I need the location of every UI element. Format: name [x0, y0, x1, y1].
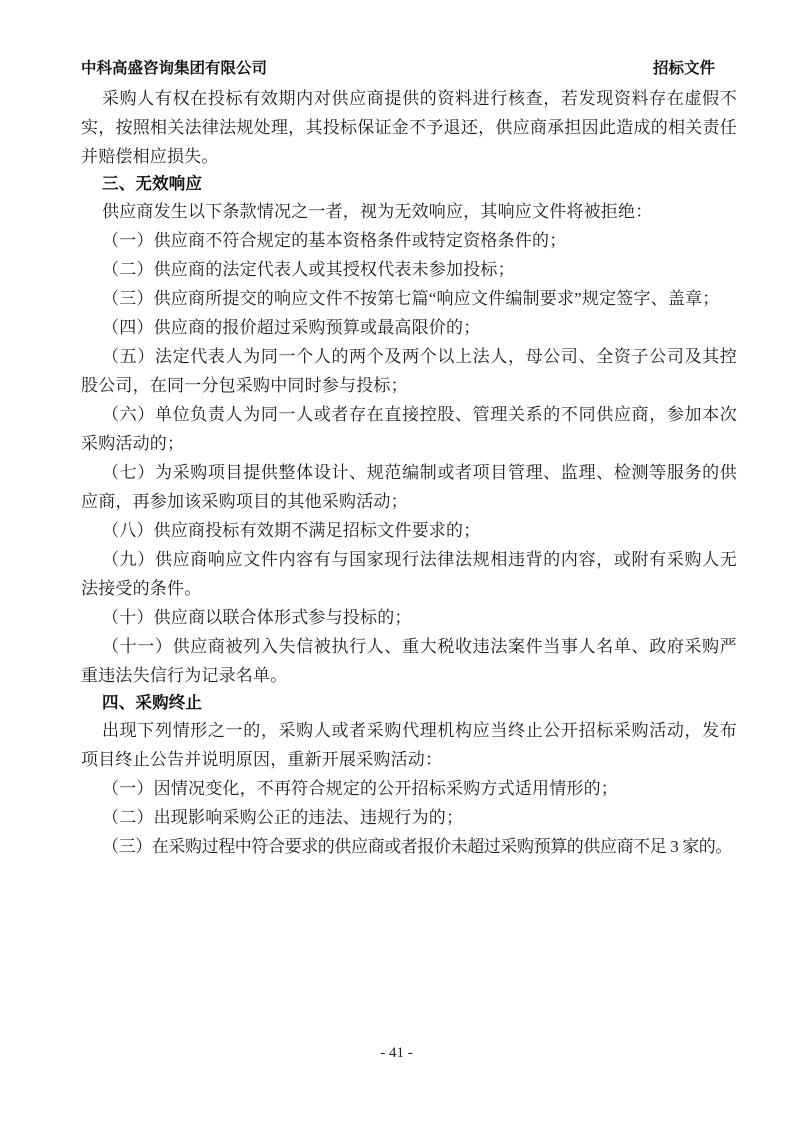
- list-item: （二）供应商的法定代表人或其授权代表未参加投标；: [102, 260, 515, 279]
- document-body: [81, 84, 737, 861]
- list-item: （五）法定代表人为同一个人的两个及两个以上法人，母公司、全资子公司及其控股公司，在同一分包采购中同时参与投标；: [81, 347, 737, 395]
- section-4-lead: 出现下列情形之一的，采购人或者采购代理机构应当终止公开招标采购活动，发布项目终止公告并说明原因，重新开展采购活动：: [81, 721, 737, 769]
- list-item: （二）出现影响采购公正的违法、违规行为的；: [102, 808, 464, 827]
- list-item: （九）供应商响应文件内容有与国家现行法律法规相违背的内容，或附有采购人无法接受的条件。: [81, 550, 737, 598]
- list-item: （三）供应商所提交的响应文件不按第七篇“响应文件编制要求”规定签字、盖章；: [102, 289, 720, 308]
- list-item: （一）供应商不符合规定的基本资格条件或特定资格条件的；: [102, 231, 567, 250]
- section-3-heading: 三、无效响应: [102, 175, 203, 193]
- list-item: （四）供应商的报价超过采购预算或最高限价的；: [102, 318, 481, 337]
- intro-paragraph: 采购人有权在投标有效期内对供应商提供的资料进行核查，若发现资料存在虚假不实，按照相关法律法规处理，其投标保证金不予退还，供应商承担因此造成的相关责任并赔偿相应损失。: [81, 89, 737, 166]
- list-item: （八）供应商投标有效期不满足招标文件要求的；: [102, 521, 481, 540]
- section-4-heading: 四、采购终止: [102, 694, 203, 712]
- page-footer: [0, 1044, 793, 1062]
- list-item: （三）在采购过程中符合要求的供应商或者报价未超过采购预算的供应商不足 3 家的。: [102, 837, 732, 856]
- list-item: （六）单位负责人为同一人或者存在直接控股、管理关系的不同供应商，参加本次采购活动的；: [81, 405, 737, 453]
- company-name: 中科高盛咨询集团有限公司: [81, 60, 268, 77]
- list-item: （十）供应商以联合体形式参与投标的；: [102, 608, 412, 627]
- section-3-lead: 供应商发生以下条款情况之一者，视为无效响应，其响应文件将被拒绝：: [102, 202, 653, 221]
- list-item: （一）因情况变化，不再符合规定的公开招标采购方式适用情形的；: [102, 779, 618, 798]
- page-number: - 41 -: [380, 1045, 413, 1061]
- list-item: （七）为采购项目提供整体设计、规范编制或者项目管理、监理、检测等服务的供应商，再参加该采购项目的其他采购活动；: [81, 463, 737, 511]
- page-header: [81, 59, 715, 78]
- doc-type-label: 招标文件: [652, 60, 715, 77]
- list-item: （十一）供应商被列入失信被执行人、重大税收违法案件当事人名单、政府采购严重违法失信行为记录名单。: [81, 637, 737, 685]
